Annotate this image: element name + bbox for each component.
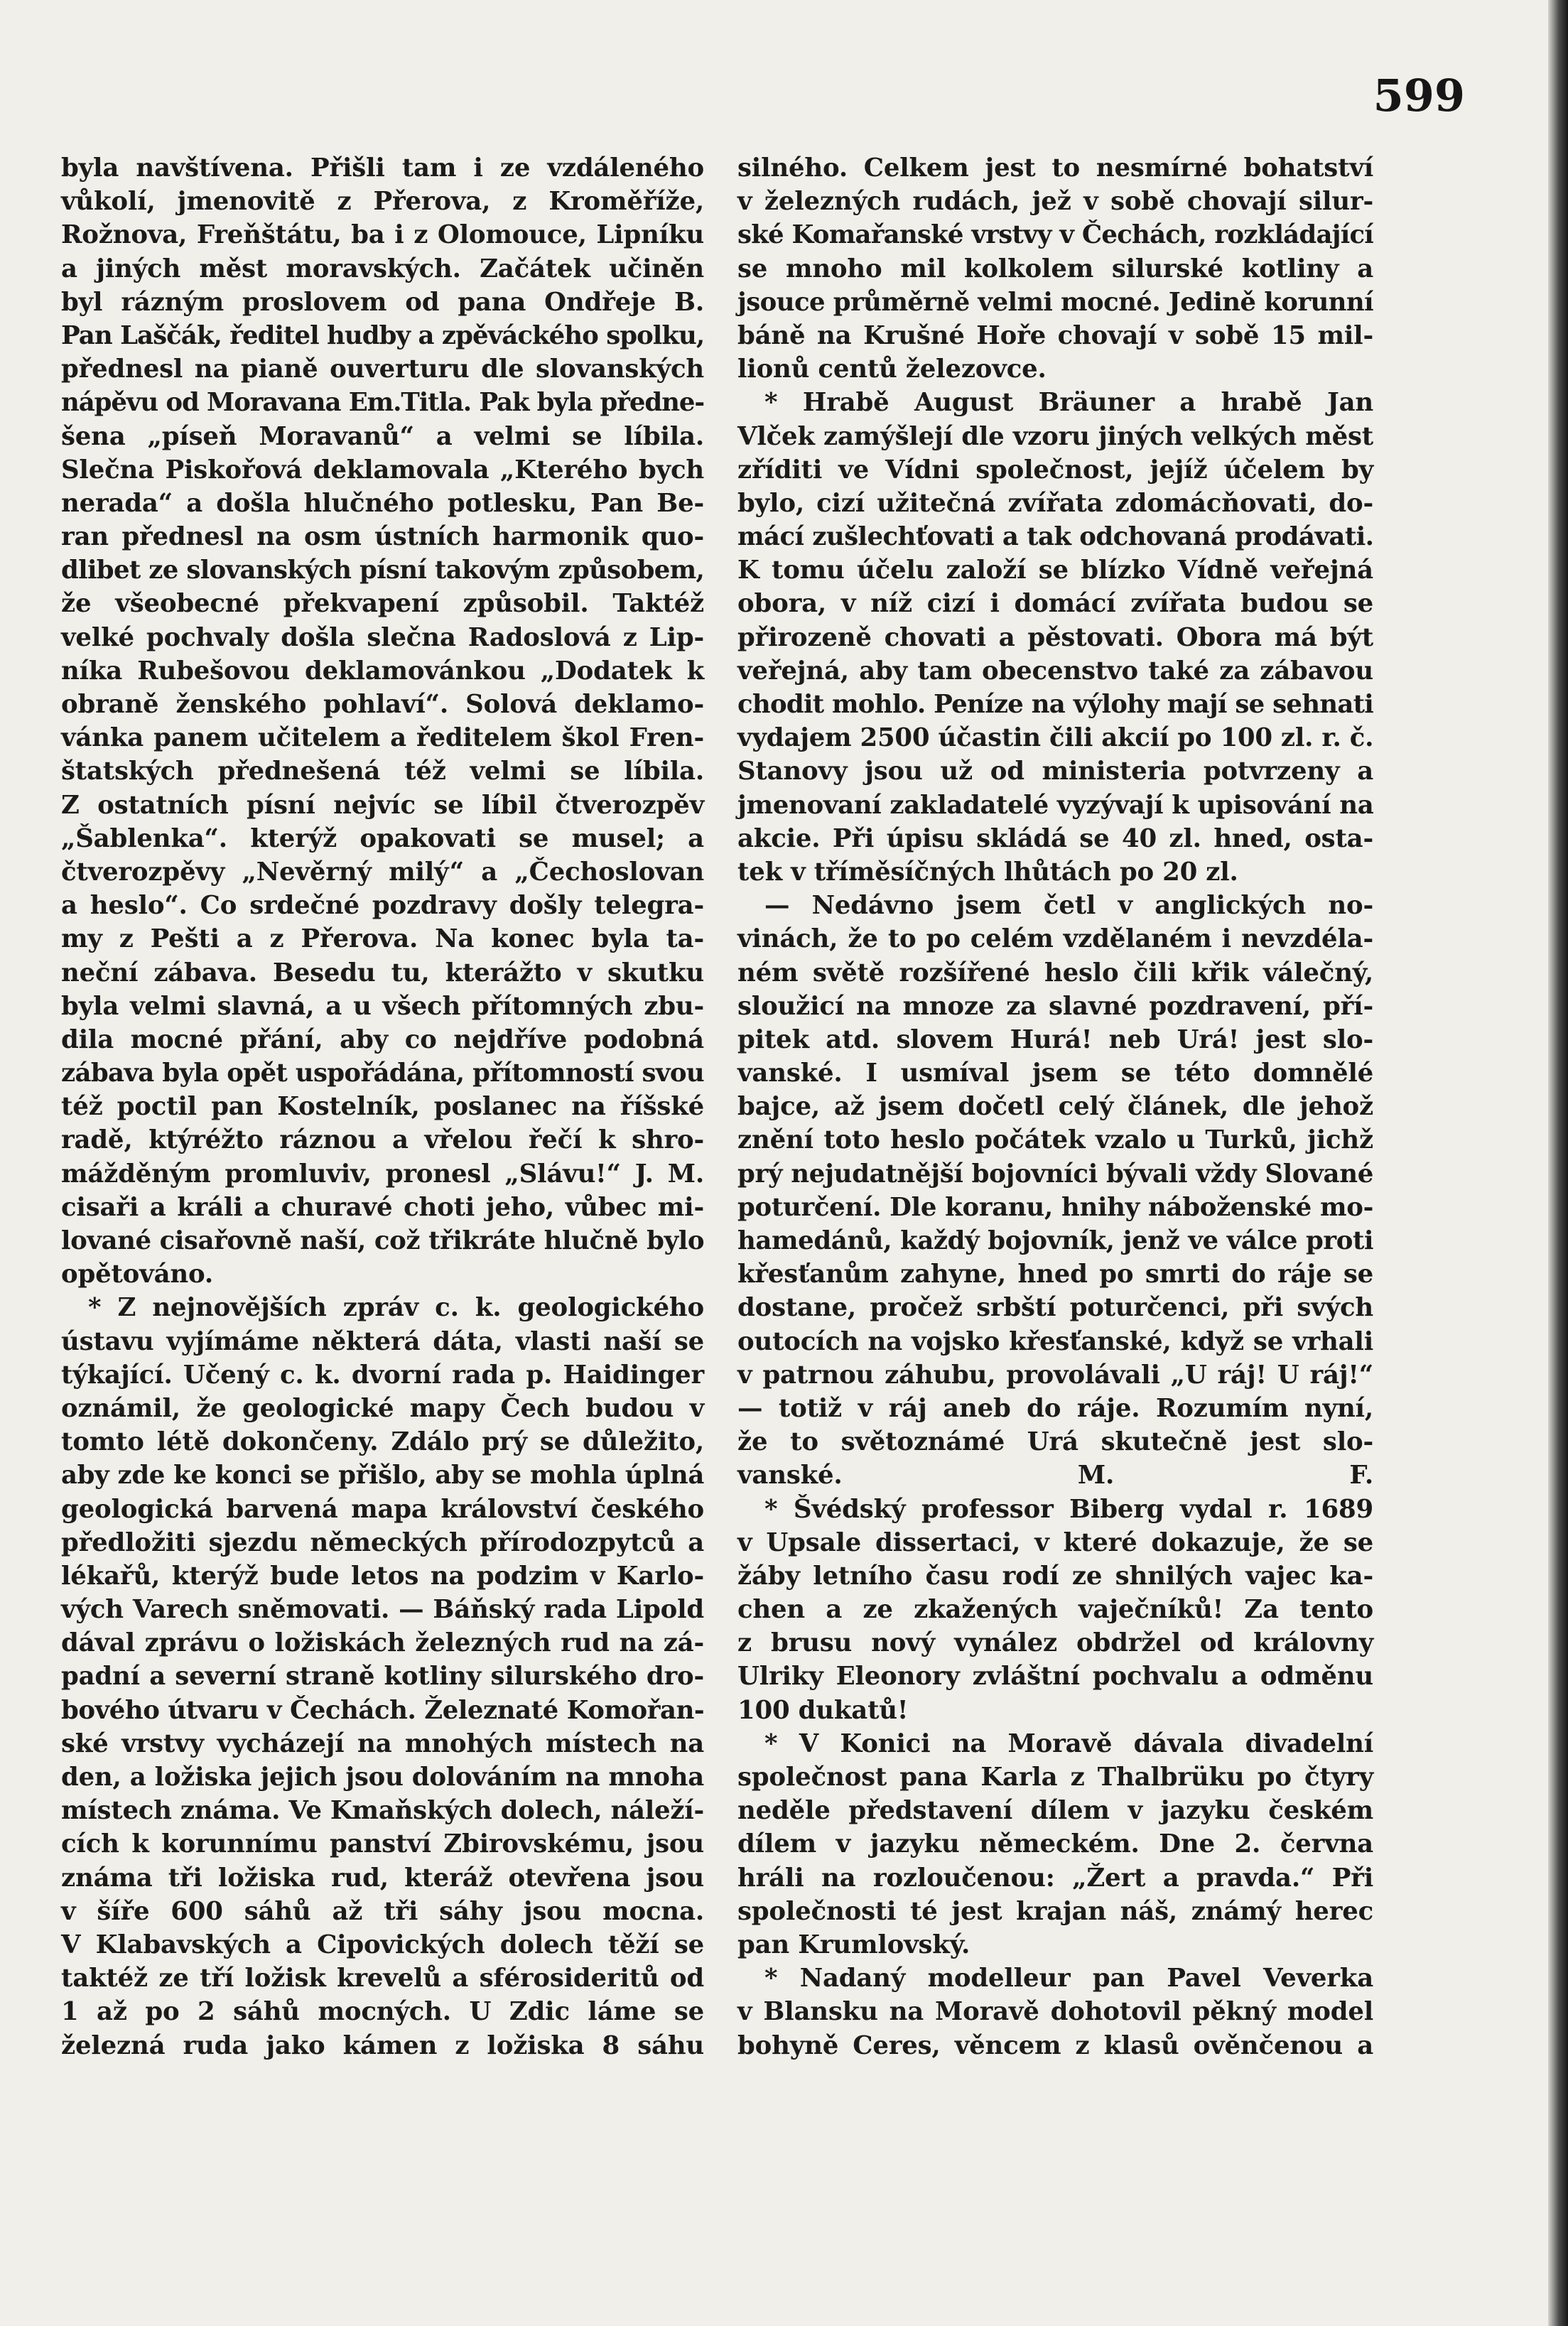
- text-line: Vlček zamýšlejí dle vzoru jiných velkých měst: [737, 421, 1373, 451]
- text-line: V Klabavských a Cipovických dolech těží se: [61, 1930, 704, 1959]
- text-line: * Švédský professor Biberg vydal r. 1689: [764, 1494, 1373, 1524]
- text-line: tomto létě dokončeny. Zdálo prý se důležito,: [61, 1427, 704, 1457]
- text-line: železná ruda jako kámen z ložiska 8 sáhu: [61, 2030, 704, 2060]
- text-line: dila mocné přání, aby co nejdříve podobná: [61, 1024, 704, 1054]
- text-line: známa tři ložiska rud, kteráž otevřena jsou: [61, 1863, 704, 1893]
- text-line: v patrnou záhubu, provolávali „U ráj! U ráj!“: [737, 1360, 1373, 1390]
- text-line: pan Krumlovský.: [737, 1930, 970, 1959]
- text-line: tek v tříměsíčných lhůtách po 20 zl.: [737, 857, 1238, 887]
- text-line: vanské. M. F.: [737, 1461, 1373, 1491]
- text-line: dlibet ze slovanských písní takovým způsobem,: [61, 556, 705, 585]
- text-line: mácí zušlechťovati a tak odchovaná prodávati.: [737, 522, 1374, 552]
- text-line: vánka panem učitelem a ředitelem škol Fren-: [61, 723, 704, 753]
- text-line: jmenovaní zakladatelé vyzývají k upisování na: [737, 790, 1374, 820]
- text-line: — Nedávno jsem četl v anglických no-: [764, 891, 1373, 921]
- text-line: byl rázným proslovem od pana Ondřeje B.: [61, 287, 704, 317]
- left-column: [61, 151, 704, 2062]
- text-line: chen a ze zkažených vaječníků! Za tento: [737, 1595, 1373, 1625]
- text-line: Rožnova, Freňštátu, ba i z Olomouce, Lipníku: [61, 220, 704, 250]
- text-line: předložiti sjezdu německých přírodozpytců a: [61, 1527, 704, 1557]
- text-line: bajce, až jsem dočetl celý článek, dle jehož: [737, 1092, 1373, 1122]
- text-line: mážděným promluviv, pronesl „Slávu!“ J. M.: [61, 1159, 704, 1189]
- text-line: veřejná, aby tam obecenstvo také za zábavou: [737, 656, 1373, 686]
- text-line: obraně ženského pohlaví“. Solová deklamo-: [61, 690, 704, 719]
- text-line: oznámil, že geologické mapy Čech budou v: [61, 1393, 704, 1423]
- text-line: taktéž ze tří ložisk krevelů a sférosideritů od: [61, 1964, 704, 1994]
- text-line: lované cisařovně naší, což třikráte hlučně bylo: [61, 1226, 705, 1255]
- text-line: chodit mohlo. Peníze na výlohy mají se sehnati: [737, 690, 1373, 719]
- text-line: zříditi ve Vídni společnost, jejíž účelem by: [737, 455, 1373, 485]
- text-line: Stanovy jsou už od ministeria potvrzeny a: [737, 757, 1373, 786]
- text-line: byla velmi slavná, a u všech přítomných zbu-: [61, 991, 704, 1021]
- text-line: v Blansku na Moravě dohotovil pěkný model: [737, 1997, 1373, 2027]
- text-line: místech známa. Ve Kmaňských dolech, náleží-: [61, 1796, 704, 1826]
- text-line: hráli na rozloučenou: „Žert a pravda.“ Při: [737, 1863, 1373, 1893]
- page-edge-shadow: [1548, 0, 1568, 2326]
- text-line: ské vrstvy vycházejí na mnohých místech na: [61, 1729, 704, 1758]
- text-line: velké pochvaly došla slečna Radoslová z Lip-: [61, 622, 704, 652]
- text-line: dílem v jazyku německém. Dne 2. června: [737, 1829, 1373, 1859]
- page-number: 599: [1373, 70, 1465, 121]
- text-line: znění toto heslo počátek vzalo u Turků, jichž: [737, 1125, 1373, 1155]
- text-line: křesťanům zahyne, hned po smrti do ráje se: [737, 1260, 1373, 1289]
- text-line: bového útvaru v Čechách. Železnaté Komořan-: [61, 1695, 705, 1725]
- text-line: lionů centů železovce.: [737, 355, 1047, 384]
- text-line: týkající. Učený c. k. dvorní rada p. Haidinger: [61, 1360, 704, 1390]
- text-line: přirozeně chovati a pěstovati. Obora má být: [737, 622, 1373, 652]
- text-line: vých Varech sněmovati. — Báňský rada Lipold: [61, 1595, 704, 1625]
- text-line: * Hrabě August Bräuner a hrabě Jan: [764, 388, 1373, 418]
- text-line: Slečna Piskořová deklamovala „Kterého bych: [61, 455, 704, 485]
- text-line: společnosti té jest krajan náš, známý herec: [737, 1896, 1373, 1926]
- text-line: čtverozpěvy „Nevěrný milý“ a „Čechoslovan: [61, 857, 704, 887]
- text-line: — totiž v ráj aneb do ráje. Rozumím nyní,: [737, 1393, 1373, 1423]
- text-line: štatských přednešená též velmi se líbila.: [61, 757, 704, 786]
- text-line: též poctil pan Kostelník, poslanec na říšské: [61, 1092, 704, 1122]
- text-line: nerada“ a došla hlučného potlesku, Pan Be-: [61, 488, 704, 518]
- text-line: cisaři a králi a churavé choti jeho, vůbec mi-: [61, 1192, 704, 1222]
- text-line: v železných rudách, jež v sobě chovají silur-: [737, 187, 1373, 217]
- text-line: * Z nejnovějších zpráv c. k. geologického: [88, 1293, 704, 1323]
- text-line: poturčení. Dle koranu, hnihy náboženské mo-: [737, 1192, 1373, 1222]
- text-line: * V Konici na Moravě dávala divadelní: [764, 1729, 1373, 1758]
- text-line: báně na Krušné Hoře chovají v sobě 15 mil-: [737, 320, 1373, 350]
- text-line: se mnoho mil kolkolem silurské kotliny a: [737, 254, 1373, 283]
- text-line: že všeobecné překvapení způsobil. Taktéž: [61, 589, 704, 619]
- text-line: pitek atd. slovem Hurá! neb Urá! jest slo-: [737, 1024, 1373, 1054]
- text-line: dostane, pročež srbští poturčenci, při svých: [737, 1293, 1373, 1323]
- text-line: ústavu vyjímáme některá dáta, vlasti naší se: [61, 1326, 704, 1356]
- text-line: 100 dukatů!: [737, 1695, 909, 1725]
- text-line: v Upsale dissertaci, v které dokazuje, že se: [737, 1527, 1373, 1557]
- text-line: 1 až po 2 sáhů mocných. U Zdic láme se: [61, 1997, 704, 2027]
- text-line: Ulriky Eleonory zvláštní pochvalu a odměnu: [737, 1662, 1373, 1692]
- text-line: prý nejudatnější bojovníci bývali vždy Slované: [737, 1159, 1373, 1189]
- right-column: [737, 151, 1373, 2062]
- text-line: a jiných měst moravských. Začátek učiněn: [61, 254, 704, 283]
- text-line: vanské. I usmíval jsem se této domnělé: [737, 1059, 1373, 1088]
- text-line: * Nadaný modelleur pan Pavel Veverka: [764, 1964, 1373, 1994]
- text-line: ské Komařanské vrstvy v Čechách, rozkládající: [737, 220, 1373, 250]
- text-line: ran přednesl na osm ústních harmonik quo-: [61, 522, 704, 552]
- text-line: obora, v níž cizí i domácí zvířata budou se: [737, 589, 1373, 619]
- text-line: opětováno.: [61, 1260, 214, 1289]
- text-line: den, a ložiska jejich jsou dolováním na mnoha: [61, 1763, 704, 1792]
- text-line: K tomu účelu založí se blízko Vídně veřejná: [737, 556, 1373, 585]
- text-line: radě, ktýréžto ráznou a vřelou řečí k shro-: [61, 1125, 704, 1155]
- text-line: vůkolí, jmenovitě z Přerova, z Kroměříže,: [61, 187, 704, 217]
- text-line: ném světě rozšířené heslo čili křik válečný,: [737, 958, 1373, 988]
- text-line: níka Rubešovou deklamovánkou „Dodatek k: [61, 656, 704, 686]
- text-line: Z ostatních písní nejvíc se líbil čtverozpěv: [61, 790, 704, 820]
- text-line: vinách, že to po celém vzdělaném i nevzdéla-: [737, 924, 1373, 954]
- text-line: žáby letního času rodí ze shnilých vajec ka-: [737, 1561, 1373, 1591]
- text-line: „Šablenka“. kterýž opakovati se musel; a: [61, 823, 704, 853]
- text-line: jsouce průměrně velmi mocné. Jedině korunní: [737, 287, 1373, 317]
- text-line: přednesl na pianě ouverturu dle slovanských: [61, 355, 704, 384]
- text-line: v šíře 600 sáhů až tři sáhy jsou mocna.: [61, 1896, 704, 1926]
- text-line: geologická barvená mapa království českého: [61, 1494, 704, 1524]
- text-line: šena „píseň Moravanů“ a velmi se líbila.: [61, 421, 704, 451]
- text-line: bohyně Ceres, věncem z klasů ověnčenou a: [737, 2030, 1373, 2060]
- text-line: my z Pešti a z Přerova. Na konec byla ta-: [61, 924, 704, 954]
- text-line: bylo, cizí užitečná zvířata zdomácňovati, do-: [737, 488, 1373, 518]
- text-line: cích k korunnímu panství Zbirovskému, jsou: [61, 1829, 704, 1859]
- text-line: vydajem 2500 účastin čili akcií po 100 zl. r. č.: [737, 723, 1374, 753]
- text-line: dával zprávu o ložiskách železných rud na zá-: [61, 1628, 704, 1658]
- text-line: sloužicí na mnoze za slavné pozdravení, pří-: [737, 991, 1373, 1021]
- text-line: outocích na vojsko křesťanské, když se vrhali: [737, 1326, 1373, 1356]
- text-line: akcie. Při úpisu skládá se 40 zl. hned, osta-: [737, 823, 1373, 853]
- text-line: že to světoznámé Urá skutečně jest slo-: [737, 1427, 1373, 1457]
- text-line: padní a severní straně kotliny silurského dro-: [61, 1662, 704, 1692]
- text-line: nápěvu od Moravana Em.Titla. Pak byla předne-: [61, 388, 704, 418]
- text-line: byla navštívena. Přišli tam i ze vzdáleného: [61, 153, 704, 183]
- text-line: silného. Celkem jest to nesmírné bohatství: [737, 153, 1373, 183]
- text-line: zábava byla opět uspořádána, přítomností svou: [61, 1059, 704, 1088]
- text-line: neděle představení dílem v jazyku českém: [737, 1796, 1373, 1826]
- text-line: a heslo“. Co srdečné pozdravy došly telegra-: [61, 891, 704, 921]
- text-line: hamedánů, každý bojovník, jenž ve válce proti: [737, 1226, 1374, 1255]
- text-line: lékařů, kterýž bude letos na podzim v Karlo-: [61, 1561, 704, 1591]
- text-line: aby zde ke konci se přišlo, aby se mohla úplná: [61, 1461, 705, 1491]
- text-line: Pan Laščák, ředitel hudby a zpěváckého spolku,: [61, 320, 705, 350]
- text-line: společnost pana Karla z Thalbrüku po čtyry: [737, 1763, 1373, 1792]
- text-line: neční zábava. Besedu tu, kterážto v skutku: [61, 958, 704, 988]
- text-line: z brusu nový vynález obdržel od královny: [737, 1628, 1373, 1658]
